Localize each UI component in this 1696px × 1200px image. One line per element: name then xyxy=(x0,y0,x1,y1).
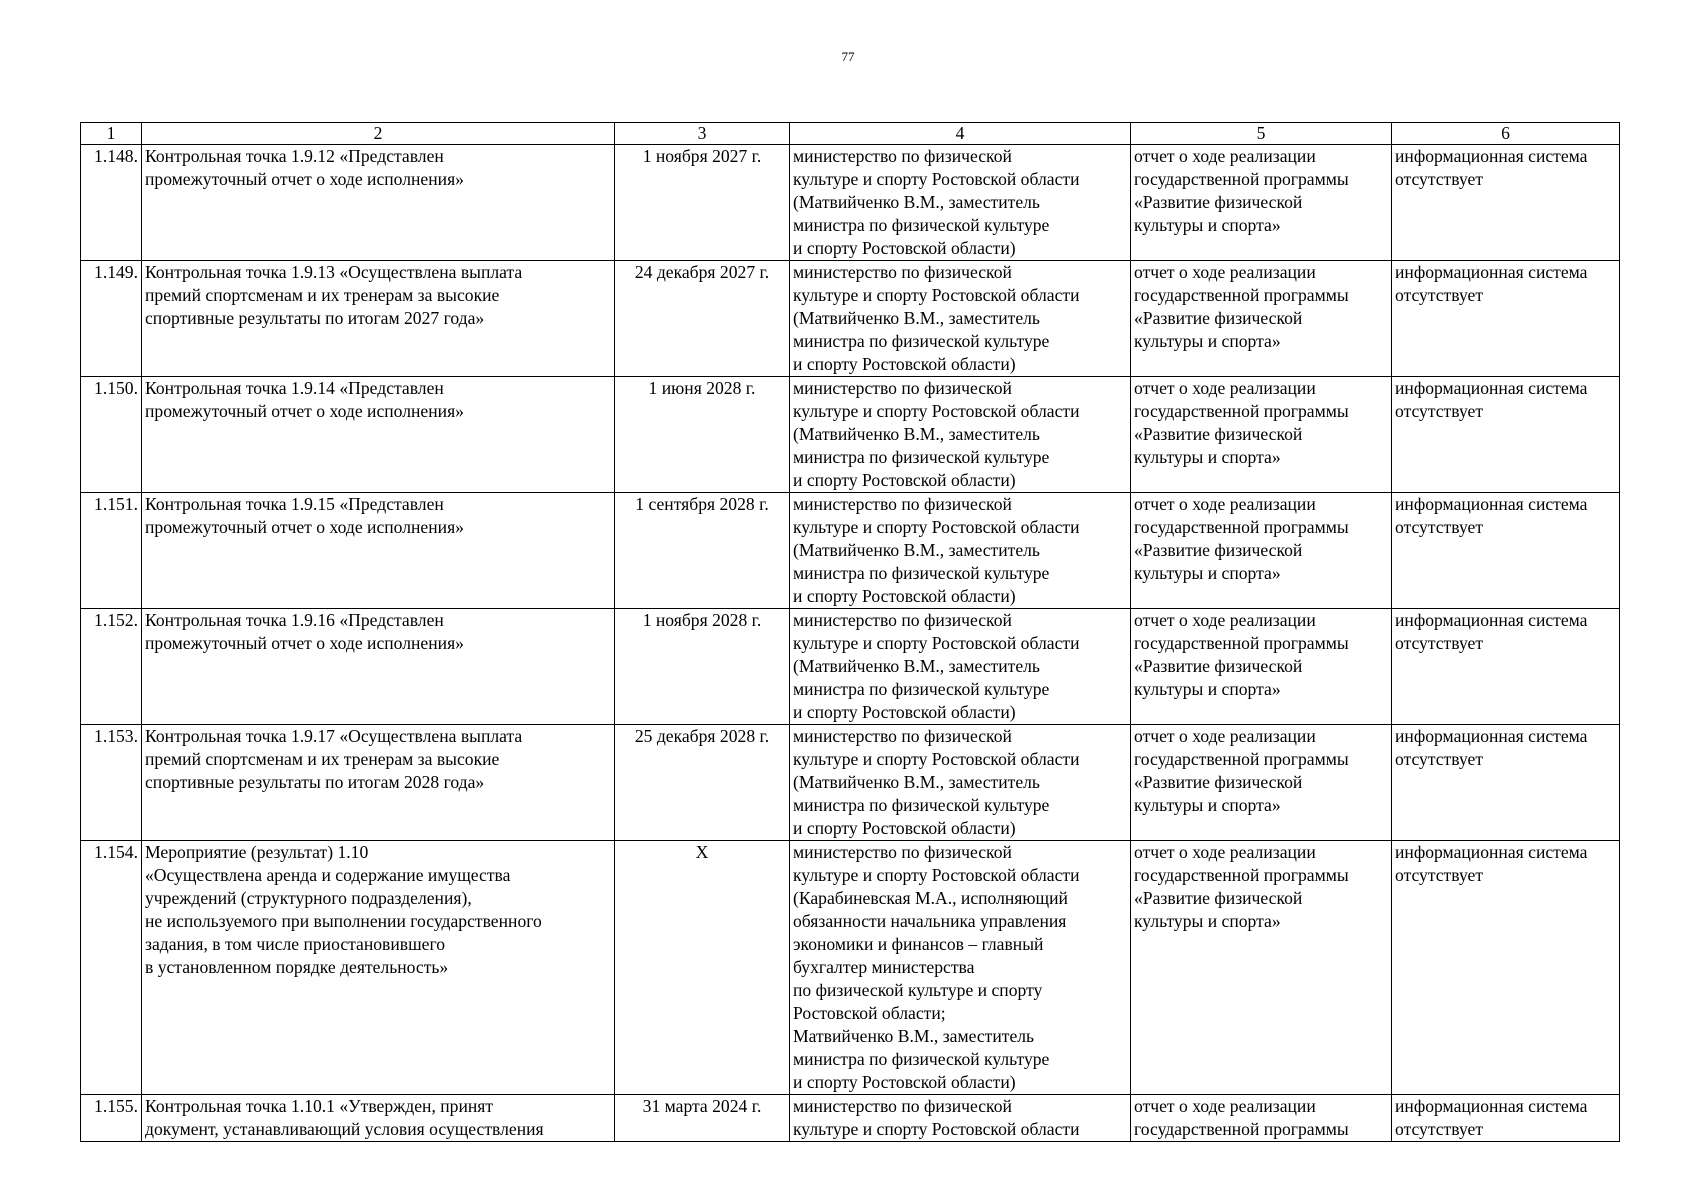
row-number: 1.152. xyxy=(81,609,142,725)
row-name: Контрольная точка 1.9.14 «Представлен промежуточный отчет о ходе исполнения» xyxy=(142,377,615,493)
table-row xyxy=(81,1095,1620,1142)
row-date: 1 ноября 2027 г. xyxy=(615,145,790,261)
column-header-1: 1 xyxy=(81,123,142,145)
row-date: 1 ноября 2028 г. xyxy=(615,609,790,725)
row-responsible: министерство по физической культуре и спорту Ростовской области (Карабиневская М.А., исполняющий обязанности начальника управления экономики и финансов – главный бухгалтер министерства по физической культуре и спорту Ростовской области; Матвийченко В.М., заместитель министра по физической культуре и спорту Ростовской области) xyxy=(790,841,1131,1095)
row-responsible: министерство по физической культуре и спорту Ростовской области xyxy=(790,1095,1131,1142)
row-name: Контрольная точка 1.9.16 «Представлен промежуточный отчет о ходе исполнения» xyxy=(142,609,615,725)
column-header-5: 5 xyxy=(1131,123,1392,145)
column-header-2: 2 xyxy=(142,123,615,145)
row-document: отчет о ходе реализации государственной программы «Развитие физической культуры и спорта» xyxy=(1131,493,1392,609)
table-row xyxy=(81,261,1620,377)
column-header-4: 4 xyxy=(790,123,1131,145)
row-name: Контрольная точка 1.9.12 «Представлен промежуточный отчет о ходе исполнения» xyxy=(142,145,615,261)
row-date: Х xyxy=(615,841,790,1095)
row-responsible: министерство по физической культуре и спорту Ростовской области (Матвийченко В.М., заместитель министра по физической культуре и спорту Ростовской области) xyxy=(790,145,1131,261)
row-date: 1 сентября 2028 г. xyxy=(615,493,790,609)
row-info-system: информационная система отсутствует xyxy=(1392,493,1620,609)
row-date: 24 декабря 2027 г. xyxy=(615,261,790,377)
row-date: 31 марта 2024 г. xyxy=(615,1095,790,1142)
row-name: Контрольная точка 1.9.13 «Осуществлена выплата премий спортсменам и их тренерам за высокие спортивные результаты по итогам 2027 года» xyxy=(142,261,615,377)
row-name: Контрольная точка 1.9.17 «Осуществлена выплата премий спортсменам и их тренерам за высокие спортивные результаты по итогам 2028 года» xyxy=(142,725,615,841)
table-row xyxy=(81,145,1620,261)
table-row xyxy=(81,609,1620,725)
row-document: отчет о ходе реализации государственной программы «Развитие физической культуры и спорта» xyxy=(1131,609,1392,725)
table-header-row xyxy=(81,123,1620,145)
row-info-system: информационная система отсутствует xyxy=(1392,261,1620,377)
row-date: 1 июня 2028 г. xyxy=(615,377,790,493)
row-info-system: информационная система отсутствует xyxy=(1392,145,1620,261)
row-name: Мероприятие (результат) 1.10 «Осуществлена аренда и содержание имущества учреждений (структурного подразделения), не используемого при выполнении государственного задания, в том числе приостановившего в установленном порядке деятельность» xyxy=(142,841,615,1095)
row-responsible: министерство по физической культуре и спорту Ростовской области (Матвийченко В.М., заместитель министра по физической культуре и спорту Ростовской области) xyxy=(790,261,1131,377)
row-responsible: министерство по физической культуре и спорту Ростовской области (Матвийченко В.М., заместитель министра по физической культуре и спорту Ростовской области) xyxy=(790,377,1131,493)
row-date: 25 декабря 2028 г. xyxy=(615,725,790,841)
row-document: отчет о ходе реализации государственной программы «Развитие физической культуры и спорта» xyxy=(1131,841,1392,1095)
row-document: отчет о ходе реализации государственной программы «Развитие физической культуры и спорта» xyxy=(1131,725,1392,841)
row-number: 1.155. xyxy=(81,1095,142,1142)
table-row xyxy=(81,493,1620,609)
row-document: отчет о ходе реализации государственной программы «Развитие физической культуры и спорта» xyxy=(1131,261,1392,377)
row-name: Контрольная точка 1.10.1 «Утвержден, принят документ, устанавливающий условия осуществления xyxy=(142,1095,615,1142)
row-document: отчет о ходе реализации государственной программы «Развитие физической культуры и спорта» xyxy=(1131,145,1392,261)
page-number: 77 xyxy=(841,49,855,64)
row-info-system: информационная система отсутствует xyxy=(1392,1095,1620,1142)
table-row xyxy=(81,725,1620,841)
row-info-system: информационная система отсутствует xyxy=(1392,841,1620,1095)
row-number: 1.154. xyxy=(81,841,142,1095)
table-row xyxy=(81,841,1620,1095)
column-header-3: 3 xyxy=(615,123,790,145)
activities-table xyxy=(80,122,1620,1142)
row-document: отчет о ходе реализации государственной программы «Развитие физической культуры и спорта» xyxy=(1131,377,1392,493)
row-number: 1.149. xyxy=(81,261,142,377)
row-responsible: министерство по физической культуре и спорту Ростовской области (Матвийченко В.М., заместитель министра по физической культуре и спорту Ростовской области) xyxy=(790,725,1131,841)
row-name: Контрольная точка 1.9.15 «Представлен промежуточный отчет о ходе исполнения» xyxy=(142,493,615,609)
table-row xyxy=(81,377,1620,493)
row-responsible: министерство по физической культуре и спорту Ростовской области (Матвийченко В.М., заместитель министра по физической культуре и спорту Ростовской области) xyxy=(790,493,1131,609)
row-number: 1.148. xyxy=(81,145,142,261)
row-info-system: информационная система отсутствует xyxy=(1392,725,1620,841)
row-responsible: министерство по физической культуре и спорту Ростовской области (Матвийченко В.М., заместитель министра по физической культуре и спорту Ростовской области) xyxy=(790,609,1131,725)
row-info-system: информационная система отсутствует xyxy=(1392,609,1620,725)
row-info-system: информационная система отсутствует xyxy=(1392,377,1620,493)
row-number: 1.150. xyxy=(81,377,142,493)
row-document: отчет о ходе реализации государственной программы xyxy=(1131,1095,1392,1142)
row-number: 1.153. xyxy=(81,725,142,841)
row-number: 1.151. xyxy=(81,493,142,609)
column-header-6: 6 xyxy=(1392,123,1620,145)
